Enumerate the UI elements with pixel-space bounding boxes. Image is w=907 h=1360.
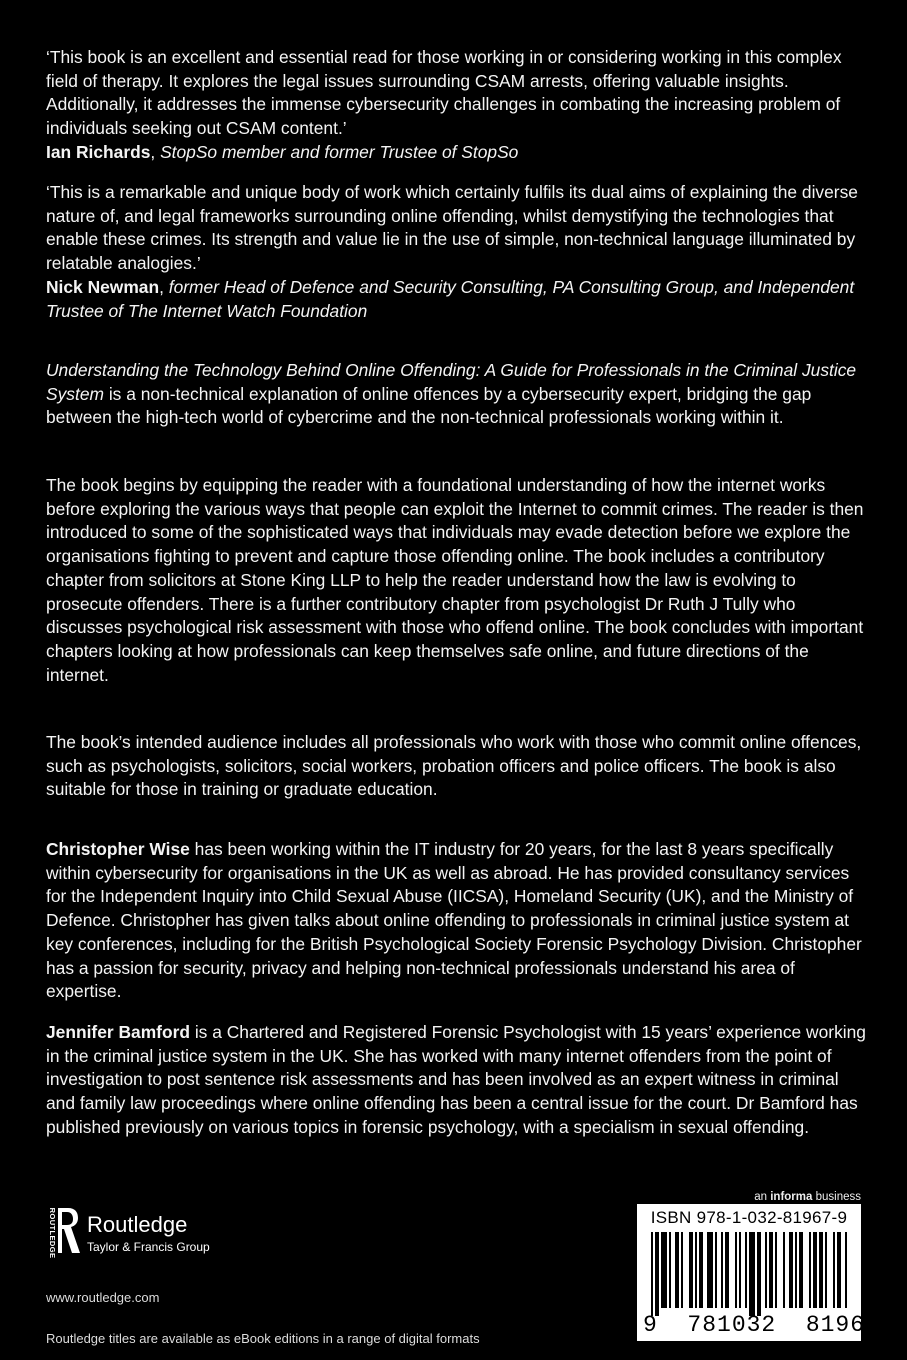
barcode-bar (725, 1232, 729, 1308)
barcode-bar (661, 1232, 667, 1308)
barcode-bar (739, 1232, 741, 1308)
barcode-bar (681, 1232, 683, 1308)
endorser-affiliation: StopSo member and former Trustee of StopSo (160, 141, 519, 162)
barcode-bar (845, 1232, 847, 1308)
endorsement-quote: ‘This is a remarkable and unique body of work which certainly fulfils its dual aims of explaining the diverse nature of, and legal frameworks surrounding online offending, whilst demystifying the technologies that enable these crimes. Its strength and value lie in the use of simple, non-technical language illuminated by relatable analogies.’ (46, 182, 858, 274)
endorsement-1 (46, 46, 868, 165)
endorser-name: Ian Richards (46, 141, 151, 162)
routledge-logo (44, 1206, 234, 1260)
barcode-bar (789, 1232, 793, 1308)
endorsement-quote: ‘This book is an excellent and essential read for those working in or considering working in this complex field of therapy. It explores the legal issues surrounding CSAM arrests, offering valuable insights. Additionally, it addresses the immense cybersecurity challenges in combating the increasing problem of individuals seeking out CSAM content.’ (46, 47, 842, 139)
barcode-bar (795, 1232, 797, 1308)
routledge-r-mark (58, 1208, 80, 1253)
barcode-bar (813, 1232, 817, 1308)
barcode-bar (669, 1232, 671, 1308)
barcode-bar (707, 1232, 713, 1308)
endorsement-attribution: Nick Newman, former Head of Defence and Security Consulting, PA Consulting Group, and Independent Trustee of The Internet Watch Foundation (46, 276, 855, 321)
barcode-bar (775, 1232, 777, 1308)
publisher-url[interactable]: www.routledge.com (46, 1290, 160, 1305)
ebook-note: Routledge titles are available as eBook editions in a range of digital formats (46, 1331, 480, 1346)
description-intro-text: is a non-technical explanation of online offences by a cybersecurity expert, bridging the gap between the high-tech world of cybercrime and the non-technical professionals working within it. (46, 383, 812, 428)
barcode-bars (645, 1232, 855, 1316)
routledge-vertical-mark: ROUTLEDGE (48, 1207, 57, 1259)
barcode-bar (655, 1232, 659, 1316)
routledge-logo-graphic (44, 1206, 234, 1260)
informa-suffix: business (812, 1191, 861, 1203)
barcode-bar (765, 1232, 767, 1308)
description-paragraph-2 (46, 474, 868, 687)
barcode-bar (783, 1232, 785, 1308)
author-bio-1 (46, 838, 868, 1004)
book-title: Understanding the Technology Behind Online Offending: A Guide for Professionals in the Criminal Justice System (46, 360, 857, 404)
barcode-bar (769, 1232, 773, 1308)
publisher-name: Routledge (87, 1212, 188, 1237)
author-bio-text: is a Chartered and Registered Forensic Psychologist with 15 years’ experience working in the criminal justice system in the UK. She has worked with many internet offenders from the point of investigation to post sentence risk assessments and has been involved as an expert witness in criminal and family law proceedings where online offending has been a central issue for the court. Dr Bamford has published previously on various topics in forensic psychology, with a specialism in sexual offending. (46, 1022, 866, 1137)
barcode-bar (833, 1232, 835, 1308)
barcode-bar (745, 1232, 747, 1308)
author-bio-2 (46, 1021, 868, 1140)
author-name: Christopher Wise (46, 839, 190, 859)
informa-business-tag (754, 1191, 861, 1203)
description-text: The book’s intended audience includes all professionals who work with those who commit online offences, such as psychologists, solicitors, social workers, probation officers and police officers. The book is also suitable for those in training or graduate education. (46, 732, 862, 800)
barcode-digits: 9 781032 819679 (643, 1312, 895, 1338)
endorsement-attribution: Ian Richards, StopSo member and former Trustee of StopSo (46, 141, 519, 162)
author-bio-text: has been working within the IT industry for 20 years, for the last 8 years specifically within cybersecurity for organisations in the UK as well as abroad. He has provided consultancy services for the Independent Inquiry into Child Sexual Abuse (IICSA), Homeland Security (UK), and the Ministry of Defence. Christopher has given talks about online offending to professionals in criminal justice system at key conferences, including for the British Psychological Society Forensic Psychology Division. Christopher has a passion for security, privacy and helping non-technical professionals understand his area of expertise. (46, 839, 862, 1002)
isbn-barcode (637, 1204, 895, 1341)
description-text: The book begins by equipping the reader with a foundational understanding of how the internet works before exploring the various ways that people can exploit the Internet to commit crimes. The reader is then introduced to some of the sophisticated ways that individuals may evade detection before we explore the organisations fighting to prevent and capture those offending online. The book includes a contributory chapter from solicitors at Stone King LLP to help the reader understand how the law is evolving to prosecute offenders. There is a further contributory chapter from psychologist Dr Ruth J Tully who discusses psychological risk assessment with those who offend online. The book concludes with important chapters looking at how professionals can keep themselves safe online, and future directions of the internet. (46, 475, 864, 685)
barcode-bar (689, 1232, 693, 1308)
barcode-bar (799, 1232, 803, 1308)
barcode-bar (715, 1232, 717, 1308)
description-intro (46, 359, 868, 430)
barcode-bar (819, 1232, 823, 1308)
publisher-group: Taylor & Francis Group (87, 1240, 210, 1254)
endorsement-2 (46, 181, 868, 323)
informa-brand: informa (770, 1191, 813, 1203)
barcode-bar (735, 1232, 737, 1308)
isbn-label: ISBN 978-1-032-81967-9 (650, 1208, 848, 1227)
barcode-bar (675, 1232, 679, 1308)
endorser-affiliation: former Head of Defence and Security Consulting, PA Consulting Group, and Independent Trustee of The Internet Watch Foundation (46, 276, 855, 321)
informa-prefix: an (754, 1191, 771, 1203)
barcode-bar (837, 1232, 841, 1308)
barcode-bar (699, 1232, 703, 1308)
barcode-bar (749, 1232, 755, 1316)
barcode-bar (651, 1232, 653, 1316)
barcode-bar (825, 1232, 827, 1308)
author-name: Jennifer Bamford (46, 1022, 190, 1042)
endorser-name: Nick Newman (46, 276, 160, 297)
barcode-bar (721, 1232, 723, 1308)
description-paragraph-3 (46, 731, 868, 802)
barcode-bar (695, 1232, 697, 1308)
barcode-bar (757, 1232, 761, 1316)
barcode-bar (809, 1232, 811, 1308)
